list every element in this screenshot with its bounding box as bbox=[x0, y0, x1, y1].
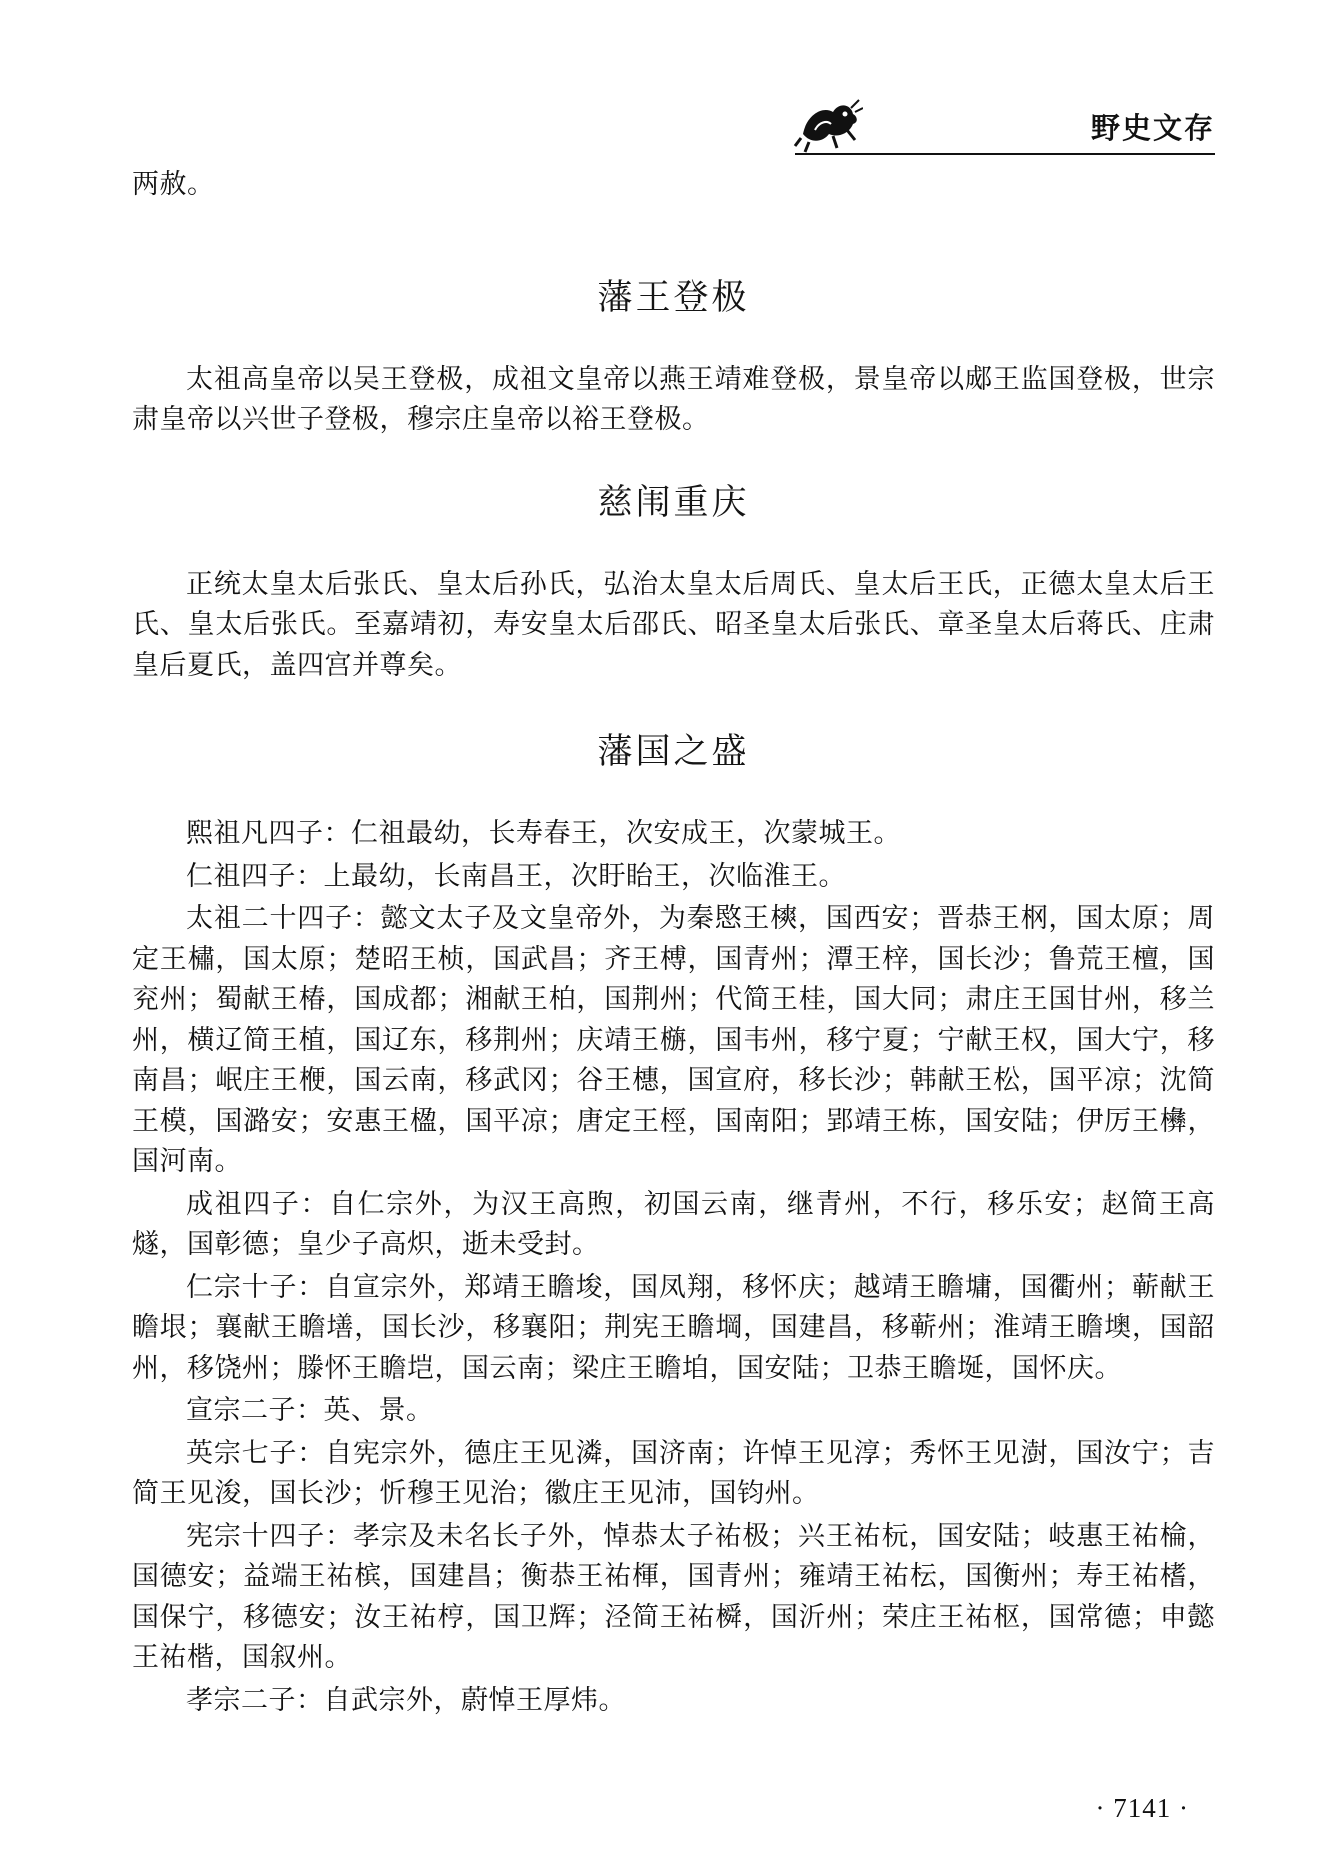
body-text bbox=[132, 165, 1215, 1723]
section-title: 藩国之盛 bbox=[597, 732, 750, 772]
section-title: 藩王登极 bbox=[597, 277, 750, 318]
paragraph: 太祖高皇帝以吴王登极，成祖文皇帝以燕王靖难登极，景皇帝以郕王监国登极，世宗肃皇帝以兴世子登极，穆宗庄皇帝以裕王登极。 bbox=[132, 363, 1215, 435]
section-title: 慈闱重庆 bbox=[597, 482, 750, 523]
paragraph: 孝宗二子：自武宗外，蔚悼王厚炜。 bbox=[186, 1684, 626, 1716]
running-head bbox=[785, 92, 1215, 156]
series-title: 野史文存 bbox=[1090, 111, 1215, 145]
continued-paragraph: 两赦。 bbox=[132, 169, 215, 200]
paragraph: 正统太皇太后张氏、皇太后孙氏，弘治太皇太后周氏、皇太后王氏，正德太皇太后王氏、皇太后张氏。至嘉靖初，寿安皇太后邵氏、昭圣皇太后张氏、章圣皇太后蒋氏、庄肃皇后夏氏，盖四宫并尊矣。 bbox=[132, 568, 1215, 681]
dragon-emblem-icon bbox=[793, 94, 863, 154]
paragraph: 英宗七子：自宪宗外，德庄王见潾，国济南；许悼王见淳；秀怀王见澍，国汝宁；吉简王见浚，国长沙；忻穆王见治；徽庄王见沛，国钧州。 bbox=[132, 1437, 1215, 1509]
paragraph: 熙祖凡四子：仁祖最幼，长寿春王，次安成王，次蒙城王。 bbox=[186, 818, 901, 849]
page-number: · 7141 · bbox=[1095, 1793, 1189, 1823]
paragraph: 成祖四子：自仁宗外，为汉王高煦，初国云南，继青州，不行，移乐安；赵简王高燧，国彰德；皇少子高炽，逝未受封。 bbox=[132, 1188, 1215, 1260]
paragraph: 仁宗十子：自宣宗外，郑靖王瞻埈，国凤翔，移怀庆；越靖王瞻墉，国衢州；蕲献王瞻垠；襄献王瞻墡，国长沙，移襄阳；荆宪王瞻堈，国建昌，移蕲州；淮靖王瞻墺，国韶州，移饶州；滕怀王瞻垲，国云南；梁庄王瞻垍，国安陆；卫恭王瞻埏，国怀庆。 bbox=[132, 1271, 1215, 1384]
header-rule bbox=[795, 153, 1215, 155]
paragraph: 宪宗十四子：孝宗及未名长子外，悼恭太子祐极；兴王祐杬，国安陆；岐惠王祐棆，国德安；益端王祐槟，国建昌；衡恭王祐楎，国青州；雍靖王祐枟，国衡州；寿王祐榰，国保宁，移德安；汝王祐梈，国卫辉；泾简王祐橓，国沂州；荣庄王祐枢，国常德；申懿王祐楷，国叙州。 bbox=[132, 1520, 1215, 1673]
paragraph: 太祖二十四子：懿文太子及文皇帝外，为秦愍王樉，国西安；晋恭王㭎，国太原；周定王橚，国太原；楚昭王桢，国武昌；齐王榑，国青州；潭王梓，国长沙；鲁荒王檀，国兖州；蜀献王椿，国成都；湘献王柏，国荆州；代简王桂，国大同；肃庄王国甘州，移兰州，横辽简王植，国辽东，移荆州；庆靖王㮵，国韦州，移宁夏；宁献王权，国大宁，移南昌；岷庄王楩，国云南，移武冈；谷王橞，国宣府，移长沙；韩献王松，国平凉；沈简王模，国潞安；安惠王楹，国平凉；唐定王桱，国南阳；郢靖王栋，国安陆；伊厉王㰘，国河南。 bbox=[132, 903, 1215, 1177]
section-paragraphs bbox=[132, 814, 1215, 1721]
paragraph: 宣宗二子：英、景。 bbox=[186, 1395, 434, 1426]
paragraph: 仁祖四子：上最幼，长南昌王，次盱眙王，次临淮王。 bbox=[186, 860, 846, 892]
